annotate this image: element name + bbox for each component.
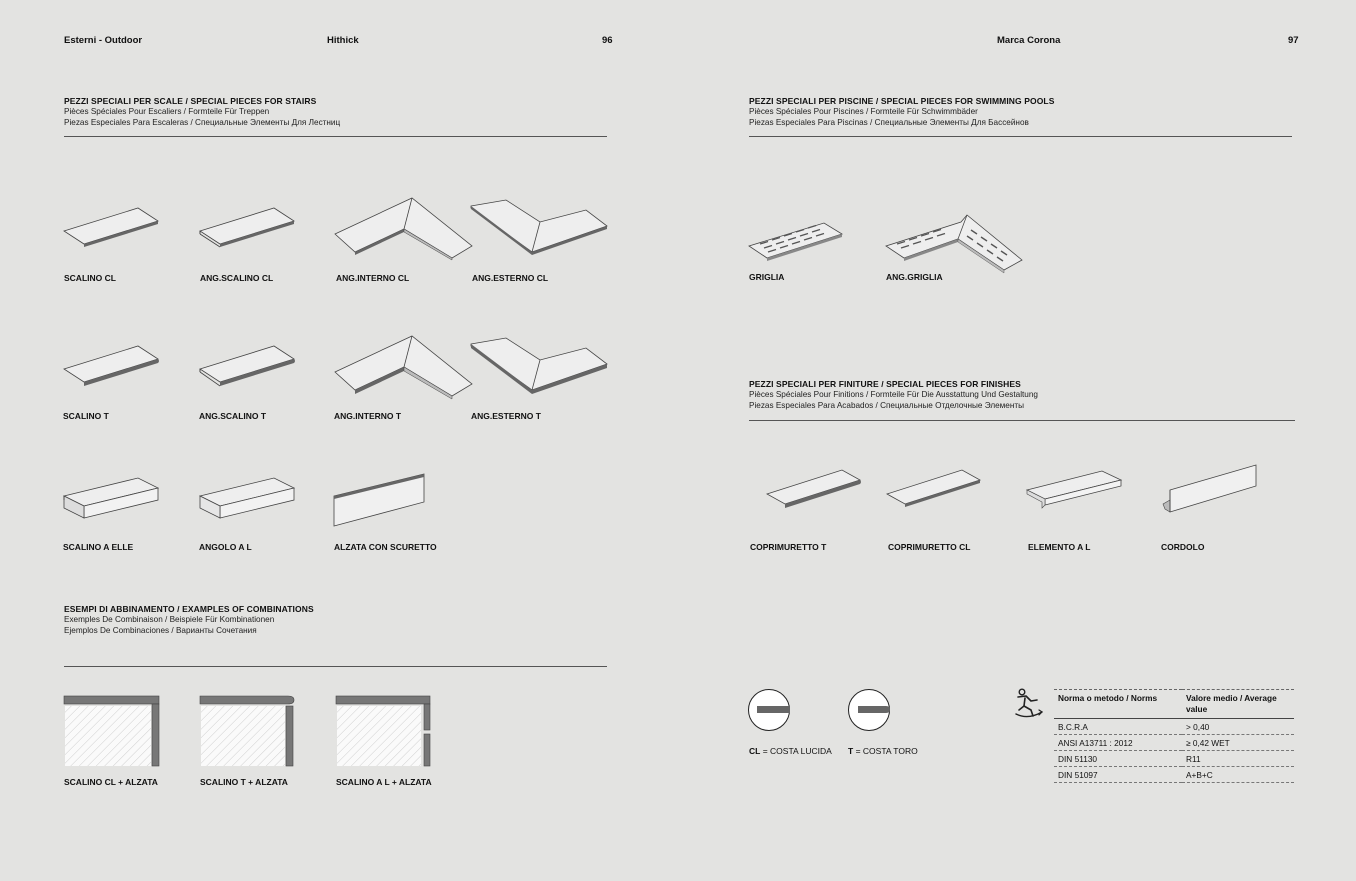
section-title: PEZZI SPECIALI PER FINITURE / SPECIAL PIECES FOR FINISHES xyxy=(749,379,1021,389)
scalino-cl-drawing xyxy=(60,200,165,255)
product-label: SCALINO A L + ALZATA xyxy=(336,777,432,787)
product-label: SCALINO T xyxy=(63,411,109,421)
product-label: ANGOLO A L xyxy=(199,542,252,552)
product-label: CORDOLO xyxy=(1161,542,1205,552)
stairs-section-heading xyxy=(64,96,340,128)
norms-table xyxy=(1054,689,1294,783)
section-subtitle: Ejemplos De Combinaciones / Варианты Сочетания xyxy=(64,626,257,635)
section-subtitle: Piezas Especiales Para Acabados / Специальные Отделочные Элементы xyxy=(749,401,1024,410)
coprimuretto-t-drawing xyxy=(764,466,864,514)
product-label: ANG.INTERNO T xyxy=(334,411,402,421)
table-cell: DIN 51097 xyxy=(1054,767,1182,783)
costa-toro-edge-icon xyxy=(848,689,892,733)
legend-t xyxy=(848,746,918,756)
ang-interno-t-drawing xyxy=(332,330,477,400)
cordolo-drawing xyxy=(1160,462,1262,518)
table-row xyxy=(1054,719,1294,735)
table-cell: B.C.R.A xyxy=(1054,719,1182,735)
table-cell: DIN 51130 xyxy=(1054,751,1182,767)
product-label: ANG.SCALINO CL xyxy=(200,273,274,283)
scalino-t-drawing xyxy=(60,338,165,393)
product-label: COPRIMURETTO CL xyxy=(888,542,971,552)
product-label: GRIGLIA xyxy=(749,272,785,282)
product-label: ANG.SCALINO T xyxy=(199,411,267,421)
product-label: SCALINO CL xyxy=(64,273,116,283)
header-series: Hithick xyxy=(327,35,359,46)
section-title: PEZZI SPECIALI PER SCALE / SPECIAL PIECES FOR STAIRS xyxy=(64,96,317,106)
table-cell: ANSI A13711 : 2012 xyxy=(1054,735,1182,751)
combination-t-drawing xyxy=(200,696,298,768)
legend-cl xyxy=(749,746,832,756)
costa-lucida-edge-icon xyxy=(748,689,792,733)
table-row xyxy=(1054,751,1294,767)
product-label: ANG.ESTERNO T xyxy=(471,411,541,421)
section-subtitle: Pièces Spéciales Pour Piscines / Formteile Für Schwimmbäder xyxy=(749,107,978,116)
section-subtitle: Piezas Especiales Para Piscinas / Специальные Элементы Для Бассейнов xyxy=(749,118,1029,127)
finishes-section-heading xyxy=(749,379,1038,411)
elemento-a-l-drawing xyxy=(1024,468,1126,512)
table-header-cell: Norma o metodo / Norms xyxy=(1054,690,1182,719)
ang-griglia-drawing xyxy=(883,212,1028,274)
product-label: ANG.ESTERNO CL xyxy=(472,273,549,283)
legend-text: = COSTA TORO xyxy=(855,746,918,756)
section-title: ESEMPI DI ABBINAMENTO / EXAMPLES OF COMBINATIONS xyxy=(64,604,314,614)
legend-code: CL xyxy=(749,746,761,756)
angolo-a-l-drawing xyxy=(196,472,301,530)
combination-a-l-drawing xyxy=(336,696,434,768)
product-label: SCALINO A ELLE xyxy=(63,542,134,552)
alzata-con-scuretto-drawing xyxy=(332,470,432,532)
griglia-drawing xyxy=(746,220,846,265)
product-label: ANG.GRIGLIA xyxy=(886,272,943,282)
page-number-right: 97 xyxy=(1288,35,1299,46)
ang-esterno-t-drawing xyxy=(468,334,613,396)
section-subtitle: Pièces Spéciales Pour Escaliers / Formteile Für Treppen xyxy=(64,107,270,116)
legend-code: T xyxy=(848,746,854,756)
product-label: ALZATA CON SCURETTO xyxy=(334,542,437,552)
ang-interno-cl-drawing xyxy=(332,192,477,262)
product-label: COPRIMURETTO T xyxy=(750,542,827,552)
table-header-cell: Valore medio / Average value xyxy=(1182,690,1294,719)
section-title: PEZZI SPECIALI PER PISCINE / SPECIAL PIECES FOR SWIMMING POOLS xyxy=(749,96,1055,106)
header-brand: Marca Corona xyxy=(997,35,1061,46)
header-section: Esterni - Outdoor xyxy=(64,35,143,46)
scalino-a-elle-drawing xyxy=(60,472,165,530)
section-subtitle: Piezas Especiales Para Escaleras / Специальные Элементы Для Лестниц xyxy=(64,118,341,127)
product-label: ELEMENTO A L xyxy=(1028,542,1091,552)
product-label: SCALINO CL + ALZATA xyxy=(64,777,158,787)
divider xyxy=(64,666,607,667)
coprimuretto-cl-drawing xyxy=(884,466,984,514)
product-label: SCALINO T + ALZATA xyxy=(200,777,288,787)
divider xyxy=(64,136,607,137)
ang-esterno-cl-drawing xyxy=(468,196,613,258)
section-subtitle: Exemples De Combinaison / Beispiele Für Kombinationen xyxy=(64,615,275,624)
pools-section-heading xyxy=(749,96,1054,128)
page-number-left: 96 xyxy=(602,35,613,46)
section-subtitle: Pièces Spéciales Pour Finitions / Formteile Für Die Ausstattung Und Gestaltung xyxy=(749,390,1038,399)
table-cell: A+B+C xyxy=(1182,767,1294,783)
ang-scalino-t-drawing xyxy=(196,338,301,393)
divider xyxy=(749,420,1295,421)
table-row xyxy=(1054,767,1294,783)
table-cell: ≥ 0,42 WET xyxy=(1182,735,1294,751)
ang-scalino-cl-drawing xyxy=(196,200,301,255)
legend-text: = COSTA LUCIDA xyxy=(762,746,832,756)
combination-cl-drawing xyxy=(64,696,162,768)
slip-person-icon xyxy=(1013,688,1045,720)
table-cell: > 0,40 xyxy=(1182,719,1294,735)
product-label: ANG.INTERNO CL xyxy=(336,273,410,283)
divider xyxy=(749,136,1292,137)
combinations-section-heading xyxy=(64,604,314,636)
table-row xyxy=(1054,735,1294,751)
table-header-row xyxy=(1054,690,1294,719)
table-cell: R11 xyxy=(1182,751,1294,767)
